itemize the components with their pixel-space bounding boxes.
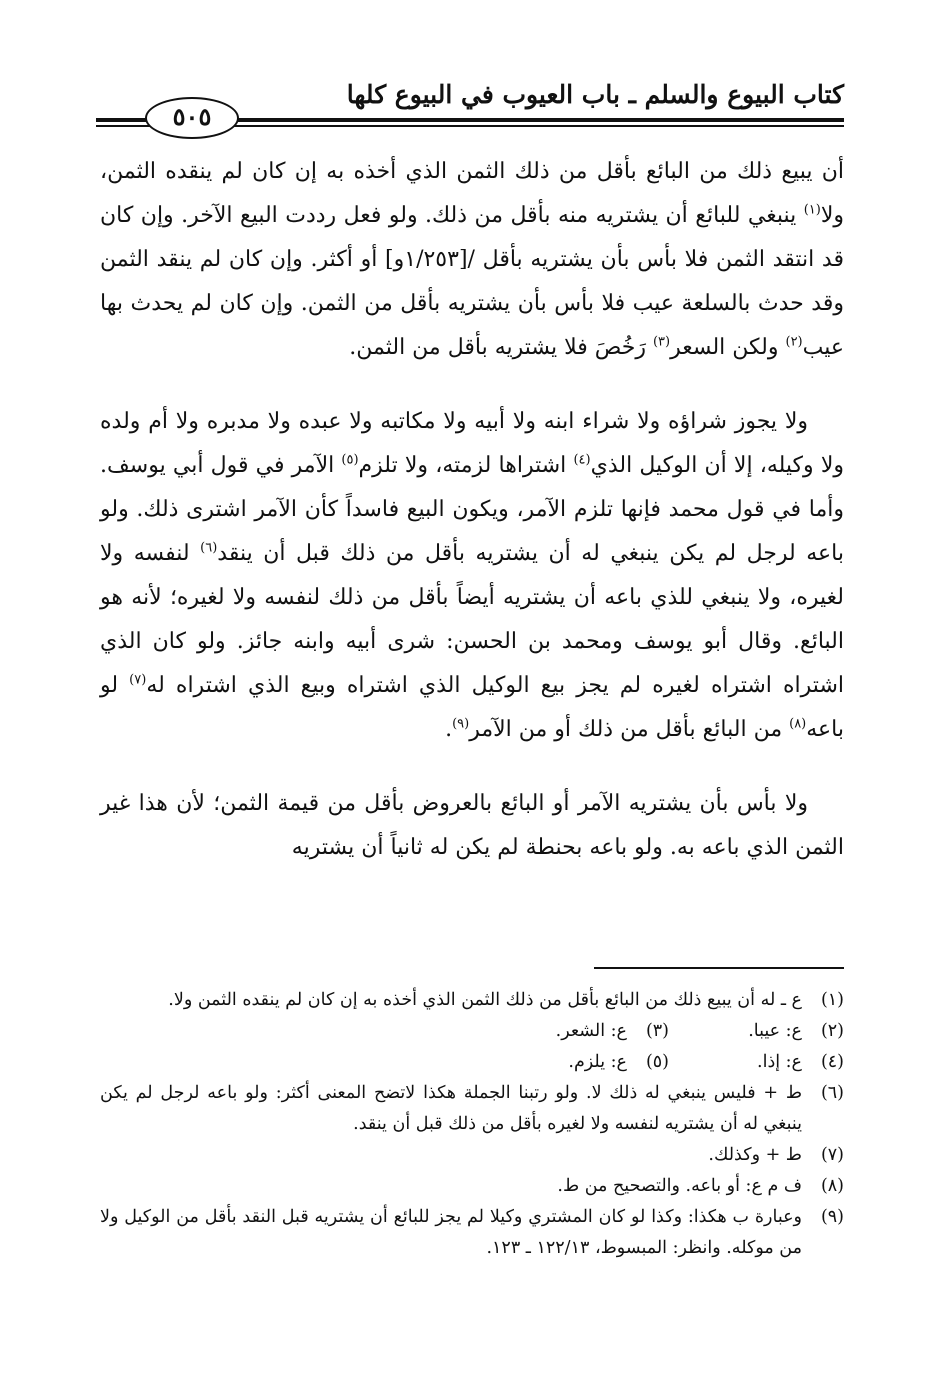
text-run: الآمر في قول أبي يوسف. وأما في قول محمد فإنها تلزم الآمر، ويكون البيع فاسداً كأن الآمر اشترى ذلك. ولو باعه لرجل لم يكن ينبغي له أن يشتريه بأقل من ذلك قبل أن ينقد xyxy=(100,453,844,566)
footnote-8 xyxy=(100,1171,844,1202)
footnote-number: (٥) xyxy=(645,1052,669,1072)
text-run: ولكن السعر xyxy=(670,335,786,360)
footnote-text: ع: يلزم. xyxy=(568,1052,627,1072)
text-run: من البائع بأقل من ذلك أو من الآمر xyxy=(469,717,790,742)
text-run: ينبغي للبائع أن يشتريه منه بأقل من ذلك. ولو فعل رددت البيع الآخر. وإن كان قد انتقد الثمن فلا بأس بأن يشتريه بأقل /[١/٢٥٣و] أو أكثر. وإن كان لم ينقد الثمن وقد حدث بالسلعة عيب فلا بأس بأن يشتريه بأقل من الثمن. وإن كان لم يحدث بها عيب xyxy=(100,203,844,360)
footnote-text: ع ـ له أن يبيع ذلك من البائع بأقل من ذلك الثمن الذي أخذه به إن كان لم ينقده الثمن ولا. xyxy=(168,990,802,1010)
footnote-9 xyxy=(100,1202,844,1264)
footnote-number: (١) xyxy=(820,990,844,1010)
footnote-ref: (١) xyxy=(803,202,821,218)
footnote-separator xyxy=(594,967,844,969)
footnote-ref: (٣) xyxy=(652,334,671,350)
footnote-row-4-5 xyxy=(100,1047,844,1078)
footnote-ref: (٦) xyxy=(200,540,218,556)
text-run: ولا يجوز شراؤه ولا شراء ابنه ولا أبيه ولا مكاتبه ولا عبده ولا مدبره ولا أم ولده ولا وكيله، إلا أن الوكيل الذي xyxy=(100,409,844,478)
footnote-text: ط + وكذلك. xyxy=(708,1145,802,1165)
footnote-4 xyxy=(669,1047,844,1078)
text-run: ولا بأس بأن يشتريه الآمر أو البائع بالعروض بأقل من قيمة الثمن؛ لأن هذا غير الثمن الذي باعه به. ولو باعه بحنطة لم يكن له ثانياً أن يشتريه xyxy=(100,791,844,860)
footnote-number: (٧) xyxy=(820,1145,844,1165)
footnote-number: (٨) xyxy=(820,1176,844,1196)
text-run: . xyxy=(445,717,453,742)
footnote-ref: (٩) xyxy=(452,716,470,732)
footnote-2 xyxy=(669,1016,844,1047)
body-text xyxy=(100,150,844,870)
footnote-row-2-3 xyxy=(100,1016,844,1047)
footnote-ref: (٧) xyxy=(129,672,147,688)
footnote-ref: (٤) xyxy=(573,452,591,468)
text-run: لنفسه ولا لغيره، ولا ينبغي للذي باعه أن يشتريه أيضاً بأقل من ذلك لنفسه ولا لغيره؛ لأنه هو البائع. وقال أبو يوسف ومحمد بن الحسن: شرى أبيه وابنه جائز. ولو كان الذي اشتراه اشتراه لغيره لم يجز بيع الوكيل الذي اشتراه وبيع الذي اشتراه له xyxy=(100,541,844,698)
paragraph-2 xyxy=(100,400,844,752)
running-title: كتاب البيوع والسلم ـ باب العيوب في البيوع كلها xyxy=(346,80,844,109)
footnote-number: (٤) xyxy=(820,1052,844,1072)
footnote-number: (٩) xyxy=(820,1207,844,1227)
footnote-6 xyxy=(100,1078,844,1140)
footnote-ref: (٢) xyxy=(785,334,803,350)
footnote-text: ع: عيبا. xyxy=(748,1021,802,1041)
text-run: رَخُصَ فلا يشتريه بأقل من الثمن. xyxy=(349,335,653,360)
page-number: ٥٠٥ xyxy=(145,97,239,139)
footnote-3 xyxy=(494,1016,669,1047)
footnote-7 xyxy=(100,1140,844,1171)
text-run: لو باعه xyxy=(100,673,844,742)
footnote-text: وعبارة ب هكذا: وكذا لو كان المشتري وكيلا لم يجز للبائع أن يشتريه قبل النقد بأقل من الوكيل ولا من موكله. وانظر: المبسوط، ١٢٢/١٣ ـ ١٢٣. xyxy=(100,1207,802,1258)
footnote-text: ط + فليس ينبغي له ذلك لا. ولو رتبنا الجملة هكذا لاتضح المعنى أكثر: ولو باعه لرجل لم يكن ينبغي له أن يشتريه لنفسه ولا لغيره بأقل من ذلك قبل أن ينقد. xyxy=(100,1083,802,1134)
footnote-text: ف م ع: أو باعه. والتصحيح من ط. xyxy=(557,1176,802,1196)
paragraph-1 xyxy=(100,150,844,370)
text-run: أن يبيع ذلك من البائع بأقل من ذلك الثمن الذي أخذه به إن كان لم ينقده الثمن، ولا xyxy=(100,159,844,228)
footnote-number: (٢) xyxy=(820,1021,844,1041)
text-run: اشتراها لزمته، ولا تلزم xyxy=(358,453,574,478)
footnotes xyxy=(100,985,844,1264)
footnote-text: ع: الشعر. xyxy=(555,1021,627,1041)
footnote-ref: (٥) xyxy=(341,452,359,468)
footnote-ref: (٨) xyxy=(789,716,807,732)
footnote-1 xyxy=(100,985,844,1016)
footnote-number: (٦) xyxy=(820,1083,844,1103)
paragraph-3 xyxy=(100,782,844,870)
footnote-number: (٣) xyxy=(645,1021,669,1041)
footnote-5 xyxy=(494,1047,669,1078)
footnote-text: ع: إذا. xyxy=(757,1052,802,1072)
